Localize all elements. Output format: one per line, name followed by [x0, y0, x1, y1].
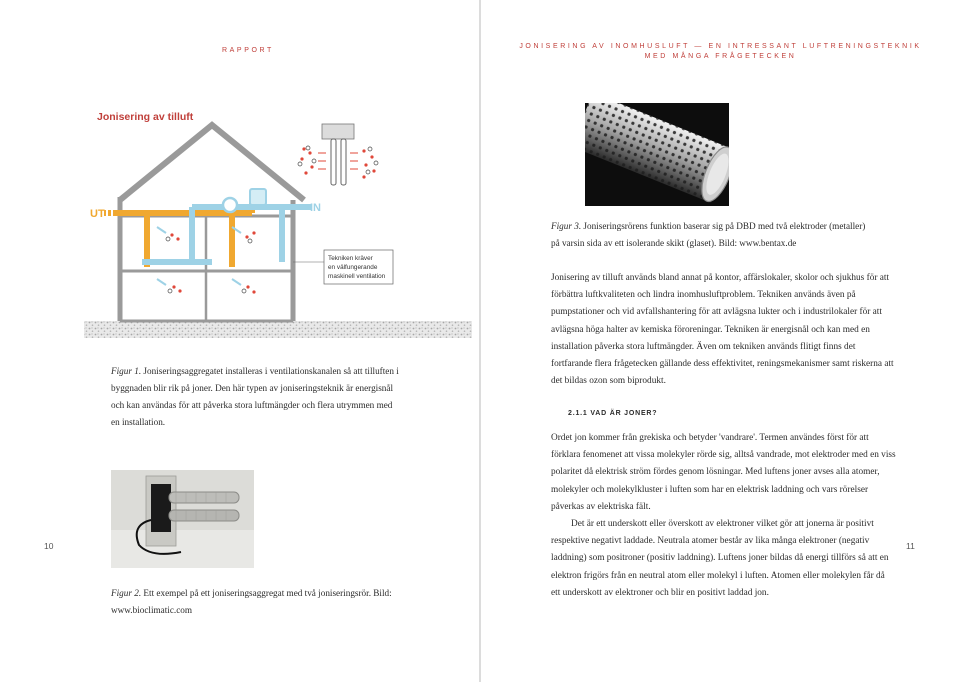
ionizer-inset-housing [322, 124, 354, 139]
ionizer-photo [111, 470, 254, 568]
ventilation-diagram [82, 117, 472, 342]
label-out: UT [90, 208, 105, 220]
ionizer-tube-top [169, 492, 239, 503]
ionizer-unit [223, 198, 237, 212]
right-page [481, 0, 960, 682]
ionizer-tube-left [331, 139, 336, 185]
ionizer-tube-right [341, 139, 346, 185]
fan-unit [250, 189, 266, 205]
figure-3-label: Figur 3. [551, 221, 582, 231]
running-head-line-1: JONISERING AV INOMHUSLUFT — EN INTRESSANT LUFTRENINGSTEKNIK [519, 43, 922, 50]
ion-arrows [318, 153, 358, 169]
running-head-left: RAPPORT [222, 47, 274, 54]
page-number-right: 11 [906, 541, 915, 551]
ionizer-tube-photo [585, 103, 729, 206]
figure-1-caption-text: Joniseringsaggregatet installeras i ventilationskanalen så att tilluften i byggnaden blir rik på joner. Den här typen av joniseringsteknik är energisnål och kan användas för att påverka stora luftmängder och flera utrymmen med en installation. [111, 366, 399, 427]
subheading-joner: 2.1.1 VAD ÄR JONER? [568, 410, 658, 417]
ground-texture [84, 321, 472, 338]
ion-rings [298, 146, 378, 174]
figure-3-caption-text: Joniseringsrörens funktion baserar sig på DBD med två elektroder (metaller) på varsin sida av ett isolerande skikt (glaset). Bild: www.bentax.de [551, 221, 866, 248]
body-paragraph-2: Ordet jon kommer från grekiska och betyder 'vandrare'. Termen användes först för att förklara fenomenet att vissa molekyler rörde sig, alltså vandrade, mot elektroder med en viss polaritet då elektrisk ström fördes genom lösningar. Med luftens joner avses alla atomer, molekyler och molekylkluster i luften som har en elektrisk laddning och vars rörelser påverkas av elektriska fält. [551, 433, 896, 512]
figure-2-caption-text: Ett exempel på ett joniseringsaggregat med två joniseringsrör. Bild: www.bioclimatic.com [111, 588, 392, 615]
label-in: IN [310, 202, 321, 214]
figure-1-caption [111, 363, 401, 431]
running-head-line-2: MED MÅNGA FRÅGETECKEN [644, 53, 797, 60]
roof-outline [120, 125, 304, 200]
figure-1-label: Figur 1. [111, 366, 142, 376]
section-heading: Jonisering av tilluft [97, 111, 194, 123]
figure-2-label: Figur 2. [111, 588, 142, 598]
page-number-left: 10 [44, 541, 54, 551]
power-unit [151, 484, 171, 532]
running-head-right [481, 42, 960, 62]
left-page [0, 0, 479, 682]
figure-2-caption [111, 585, 401, 619]
body-paragraph-1: Jonisering av tilluft används bland annat på kontor, affärslokaler, skolor och sjukhus för att förbättra luftkvaliteten och lindra inomhusluftproblem. Tekniken används även på pumpstationer och vid avfallshantering för att avlägsna lukter och i industrilokaler för att avlägsna höga halter av kemiska föroreningar. Tekniken är energisnål och kan med en installation påverka stora luftmängder. Även om tekniken används flitigt finns det fortfarande flera frågetecken gällande dess effektivitet, reningsmekanismer samt riskerna att det bildas ozon som biprodukt. [551, 273, 894, 387]
figure-3-caption [551, 218, 871, 252]
ion-particles [300, 147, 375, 178]
body-paragraph-3: Det är ett underskott eller överskott av elektroner vilket gör att jonerna är positivt respektive negativt laddade. Neutrala atomer består av lika många elektroner (negativ laddning) som positroner (positiv laddning). Luftens joner bildas då energi tillförs så att en elektron frigörs från en neutral atom eller molekyl i luften. Atomen eller molekylen får då ett underskott av elektroner och blir en positivt laddad jon. [551, 519, 889, 598]
airflow-arrows [157, 227, 241, 285]
ionizer-tube-bottom [169, 510, 239, 521]
callout-text: Tekniken kräver en välfungerande maskinell ventilation [328, 255, 386, 280]
